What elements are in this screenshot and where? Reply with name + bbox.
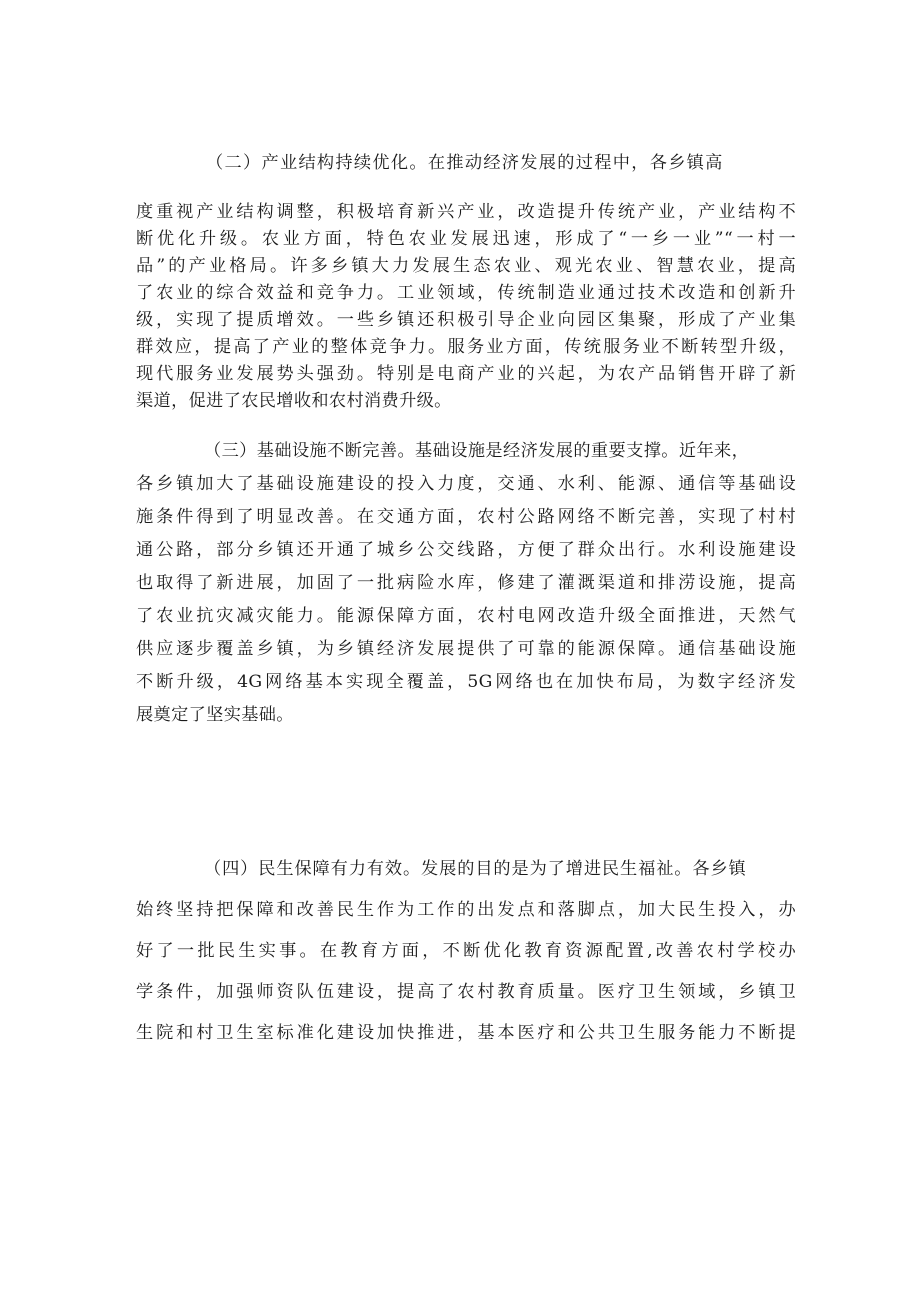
paragraph-line: 度重视产业结构调整，积极培育新兴产业，改造提升传统产业，产业结构不: [136, 202, 796, 222]
paragraph-line: 断优化升级。农业方面，特色农业发展迅速，形成了“一乡一业”“一村一: [136, 229, 796, 249]
paragraph-infrastructure: [136, 437, 796, 730]
paragraph-line: 了农业抗灾减灾能力。能源保障方面，农村电网改造升级全面推进，天然气: [136, 606, 796, 626]
paragraph-line: 了农业的综合效益和竞争力。工业领域，传统制造业通过技术改造和创新升: [136, 283, 796, 303]
paragraph-line: 学条件，加强师资队伍建设，提高了农村教育质量。医疗卫生领域，乡镇卫: [136, 982, 796, 1002]
paragraph-line: 施条件得到了明显改善。在交通方面，农村公路网络不断完善，实现了村村: [136, 507, 796, 527]
paragraph-industrial-structure: [136, 150, 796, 415]
paragraph-line: （二）产业结构持续优化。在推动经济发展的过程中，各乡镇高: [206, 153, 724, 173]
paragraph-line: （四）民生保障有力有效。发展的目的是为了增进民生福祉。各乡镇: [204, 859, 747, 879]
paragraph-line: 现代服务业发展势头强劲。特别是电商产业的兴起，为农产品销售开辟了新: [136, 364, 796, 384]
paragraph-livelihood: [136, 855, 796, 1048]
paragraph-line: 各乡镇加大了基础设施建设的投入力度，交通、水利、能源、通信等基础设: [136, 474, 796, 494]
paragraph-line: 供应逐步覆盖乡镇，为乡镇经济发展提供了可靠的能源保障。通信基础设施: [136, 639, 796, 659]
paragraph-line: 渠道，促进了农民增收和农村消费升级。: [136, 391, 452, 411]
paragraph-line: 通公路，部分乡镇还开通了城乡公交线路，方便了群众出行。水利设施建设: [136, 540, 796, 560]
paragraph-line: 级，实现了提质增效。一些乡镇还积极引导企业向园区集聚，形成了产业集: [136, 310, 796, 330]
paragraph-line: 品”的产业格局。许多乡镇大力发展生态农业、观光农业、智慧农业，提高: [136, 256, 796, 276]
paragraph-line: 群效应，提高了产业的整体竞争力。服务业方面，传统服务业不断转型升级，: [136, 337, 796, 357]
paragraph-line: 也取得了新进展，加固了一批病险水库，修建了灌溉渠道和排涝设施，提高: [136, 573, 796, 593]
paragraph-line: 展奠定了坚实基础。: [136, 705, 294, 725]
paragraph-line: 不断升级，4G网络基本实现全覆盖，5G网络也在加快布局，为数字经济发: [136, 672, 796, 692]
paragraph-line: （三）基础设施不断完善。基础设施是经济发展的重要支撑。近年来，: [204, 441, 750, 461]
paragraph-line: 生院和村卫生室标准化建设加快推进，基本医疗和公共卫生服务能力不断提: [136, 1023, 796, 1043]
paragraph-line: 好了一批民生实事。在教育方面，不断优化教育资源配置,改善农村学校办: [136, 941, 796, 961]
paragraph-line: 始终坚持把保障和改善民生作为工作的出发点和落脚点，加大民生投入，办: [136, 900, 796, 920]
